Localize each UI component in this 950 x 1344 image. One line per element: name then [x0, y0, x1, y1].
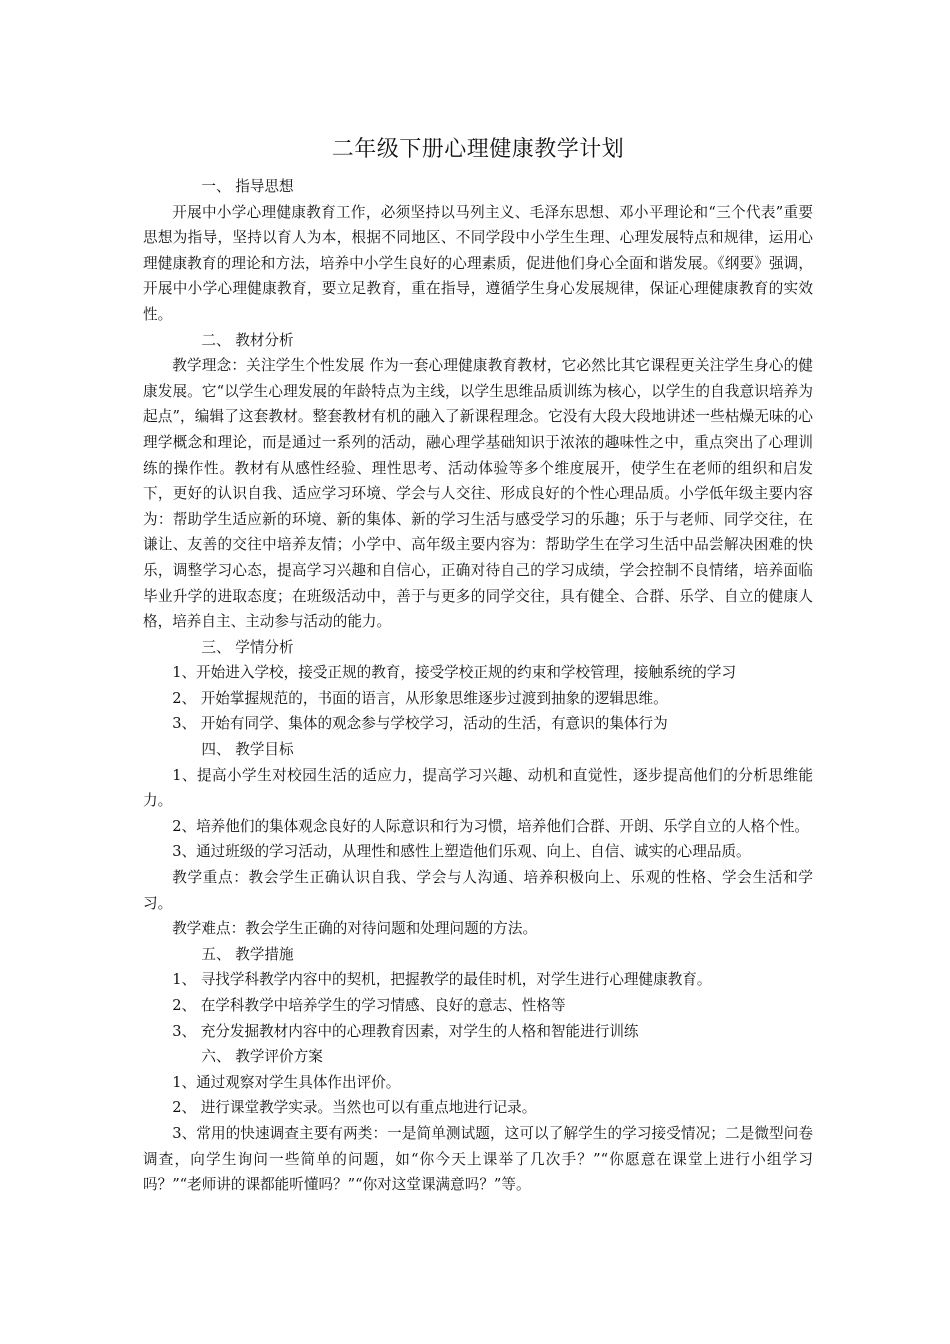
list-item: 2、培养他们的集体观念良好的人际意识和行为习惯，培养他们合群、开朗、乐学自立的人格个性。	[172, 817, 810, 835]
list-item: 1、提高小学生对校园生活的适应力，提高学习兴趣、动机和直觉性，逐步提高他们的分析思维能力。	[143, 766, 813, 810]
list-item: 2、 进行课堂教学实录。当然也可以有重点地进行记录。	[172, 1099, 537, 1117]
paragraph: 教学理念：关注学生个性发展 作为一套心理健康教育教材，它必然比其它课程更关注学生身心的健康发展。它“以学生心理发展的年龄特点为主线，以学生思维品质训练为核心，以学生的自我意识培养为起点”，编辑了这套教材。整套教材有机的融入了新课程理念。它没有大段大段地讲述一些枯燥无味的心理学概念和理论，而是通过一系列的活动，融心理学基础知识于浓浓的趣味性之中，重点突出了心理训练的操作性。教材有从感性经验、理性思考、活动体验等多个维度展开，使学生在老师的组织和启发下，更好的认识自我、适应学习环境、学会与人交往、形成良好的个性心理品质。小学低年级主要内容为：帮助学生适应新的环境、新的集体、新的学习生活与感受学习的乐趣；乐于与老师、同学交往，在谦让、友善的交往中培养友情；小学中、高年级主要内容为：帮助学生在学习生活中品尝解决困难的快乐，调整学习心态，提高学习兴趣和自信心，正确对待自己的学习成绩，学会控制不良情绪，培养面临毕业升学的进取态度；在班级活动中，善于与更多的同学交往，具有健全、合群、乐学、自立的健康人格，培养自主、主动参与活动的能力。	[143, 357, 813, 631]
section-heading-text: 教材分析	[235, 331, 294, 349]
section-heading-text: 教学目标	[235, 741, 294, 759]
list-item: 1、通过观察对学生具体作出评价。	[172, 1073, 401, 1091]
section-heading-textbook-analysis	[143, 328, 813, 354]
section-number: 四、	[201, 741, 231, 759]
section-heading-text: 教学评价方案	[235, 1048, 323, 1066]
section-number: 三、	[201, 638, 231, 656]
section-number: 五、	[201, 945, 231, 963]
section-heading-text: 指导思想	[235, 178, 294, 195]
list-item: 3、 充分发掘教材内容中的心理教育因素，对学生的人格和智能进行训练	[172, 1022, 639, 1040]
list-item: 1、 寻找学科教学内容中的契机，把握教学的最佳时机，对学生进行心理健康教育。	[172, 971, 712, 989]
list-item: 3、通过班级的学习活动，从理性和感性上塑造他们乐观、向上、自信、诚实的心理品质。	[172, 843, 751, 861]
paragraph-key-points: 教学重点：教会学生正确认识自我、学会与人沟通、培养积极向上、乐观的性格、学会生活和学习。	[143, 869, 813, 912]
document-body	[143, 132, 813, 1198]
list-item: 2、 在学科教学中培养学生的学习情感、良好的意志、性格等	[172, 997, 566, 1014]
section-heading-teaching-goals	[143, 737, 813, 763]
section-number: 六、	[201, 1048, 231, 1066]
section-heading-text: 学情分析	[235, 638, 294, 656]
section-heading-student-analysis	[143, 635, 813, 661]
section-number: 一、	[201, 178, 231, 195]
section-heading-evaluation-plan	[143, 1044, 813, 1070]
section-number: 二、	[201, 331, 231, 349]
list-item: 1、开始进入学校，接受正规的教育，接受学校正规的约束和学校管理，接触系统的学习	[172, 664, 737, 682]
paragraph: 开展中小学心理健康教育工作，必须坚持以马列主义、毛泽东思想、邓小平理论和“三个代表”重要思想为指导，坚持以育人为本，根据不同地区、不同学段中小学生生理、心理发展特点和规律，运用心理健康教育的理论和方法，培养中小学生良好的心理素质，促进他们身心全面和谐发展。《纲要》强调，开展中小学心理健康教育，要立足教育，重在指导，遵循学生身心发展规律，保证心理健康教育的实效性。	[143, 203, 813, 323]
list-item: 3、常用的快速调查主要有两类：一是简单测试题，这可以了解学生的学习接受情况；二是微型问卷调查，向学生询问一些简单的问题，如“你今天上课举了几次手？”“你愿意在课堂上进行小组学习吗？”“老师讲的课都能听懂吗？”“你对这堂课满意吗？”等。	[143, 1124, 813, 1194]
section-heading-teaching-measures	[143, 942, 813, 968]
list-item: 3、 开始有同学、集体的观念参与学校学习，活动的生活，有意识的集体行为	[172, 715, 668, 733]
section-heading-text: 教学措施	[235, 945, 294, 963]
paragraph-difficulties: 教学难点：教会学生正确的对待问题和处理问题的方法。	[172, 920, 538, 938]
list-item: 2、 开始掌握规范的，书面的语言，从形象思维逐步过渡到抽象的逻辑思维。	[172, 689, 668, 707]
section-heading-guiding-ideology	[143, 174, 813, 200]
document-title: 二年级下册心理健康教学计划	[331, 137, 625, 162]
